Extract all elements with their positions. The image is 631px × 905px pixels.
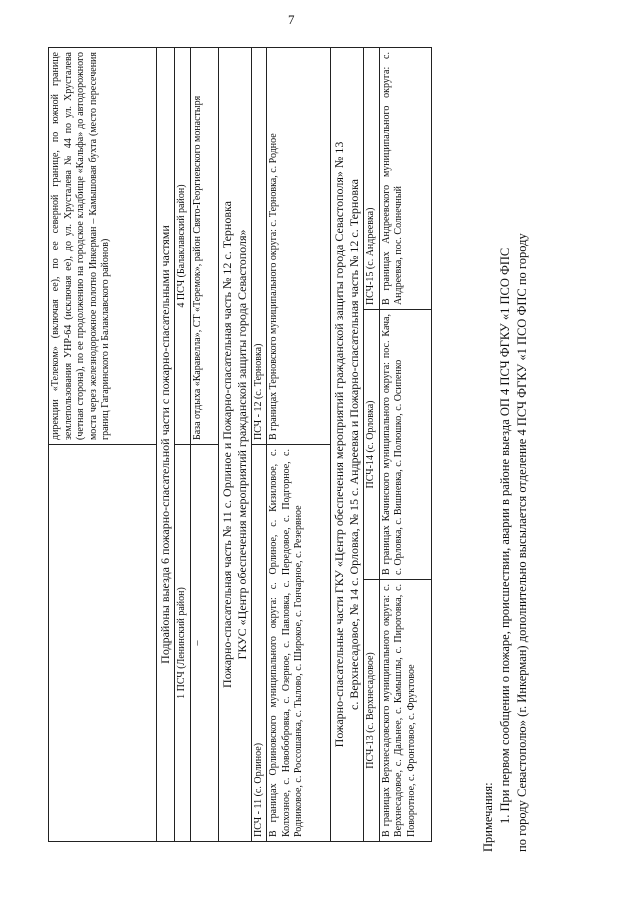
column-header: ПСЧ - 11 (с. Орлиное) [251,445,267,842]
table-cell [49,445,157,842]
table-row [175,48,191,842]
table-cell: – [190,445,218,842]
section-header-row [157,48,175,842]
page-number: 7 [288,12,295,27]
fire-departure-table [48,47,432,842]
table-row [49,48,157,842]
section-title-line: Пожарно-спасательная часть № 11 с. Орлиное и Пожарно-спасательная часть № 12 с. Терновка [219,201,234,688]
section-title [331,48,364,842]
table-row [251,48,267,842]
table-cell: дирекции «Телеком» (включая ее), по ее северной границе, по южной границе землепользования УНР-64 (исключая ее), до ул. Хрусталева № 44 по ул. Хрусталева (четная сторона), по ее продолжению на городское кладбище «Кальфа» до автодорожного моста через железнодорожное полотно Инкерман – Камышовая бухта (место пересечения границ Гагаринского и Балаклавского районов) [49,48,157,445]
table-cell: В границах Качинского муниципального округа: пос. Кача, с. Орловка, с. Вишневка, с. Полюшко, с. Осипенко [379,310,431,580]
rotated-page-content [48,20,568,870]
table-row [364,48,380,842]
notes-block [480,47,531,852]
table-cell: В границах Орлиновского муниципального округа: с. Орлиное, с. Кизиловое, с. Колхозное, с. Новобобровка, с. Озерное, с. Павловка, с. Передовое, с. Подгорное, с. Родниковое, с. Россошанка, с. Тылово, с. Широкое, с. Гончарное, с. Резервное [267,445,331,842]
column-header: ПСЧ-15 (с. Андреевка) [364,48,380,310]
table-cell: В границах Андреевского муниципального округа: с. Андреевка, пос. Солнечный [379,48,431,310]
table-cell: В границах Терновского муниципального округа: с. Терновка, с. Родное [267,48,331,445]
table-cell: База отдыха «Каравелла», СТ «Теремок», район Свято-Георгиевского монастыря [190,48,218,445]
section-title [218,48,251,842]
note-line: по городу Севастополю» (г. Инкерман) дополнительно высылается отделение 4 ПСЧ ФГКУ «1 ПСО ФПС по городу [515,233,529,852]
column-header: 4 ПСЧ (Балаклавский район) [175,48,191,445]
section-header-row [331,48,364,842]
table-row [379,48,431,842]
section-title-line: с. Верхнесадовое, № 14 с. Орловка, № 15 с. Андреевка и Пожарно-спасательная часть № 12 с. Терновка [347,179,361,710]
column-header: ПСЧ-14 (с. Орловка) [364,310,380,580]
section-header-row [218,48,251,842]
table-row [190,48,218,842]
section-title-line: ГКУС «Центр обеспечения мероприятий гражданской защиты города Севастополя» [234,229,249,660]
column-header: 1 ПСЧ (Ленинский район) [175,445,191,842]
section-title: Подрайоны выезда 6 пожарно-спасательной части с пожарно-спасательными частями [157,48,175,842]
column-header: ПСЧ-13 (с. Верхнесадовое) [364,579,380,841]
section-title-line: Пожарно-спасательные части ГКУ «Центр обеспечения мероприятий гражданской защиты города Севастополя» № 13 [332,141,346,748]
table-row [267,48,331,842]
column-header: ПСЧ - 12 (с. Терновка) [251,48,267,445]
table-cell: В границах Верхнесадовского муниципального округа: с. Верхнесадовое, с. Дальнее, с. Камышлы, с. Пироговка, с. Поворотное, с. Фронтовое, с. Фруктовое [379,579,431,841]
notes-heading: Примечания: [481,782,495,852]
note-line: 1. При первом сообщении о пожаре, происшествии, аварии в районе выезда ОП 4 ПСЧ ФГКУ «1 ПСО ФПС [498,247,512,824]
